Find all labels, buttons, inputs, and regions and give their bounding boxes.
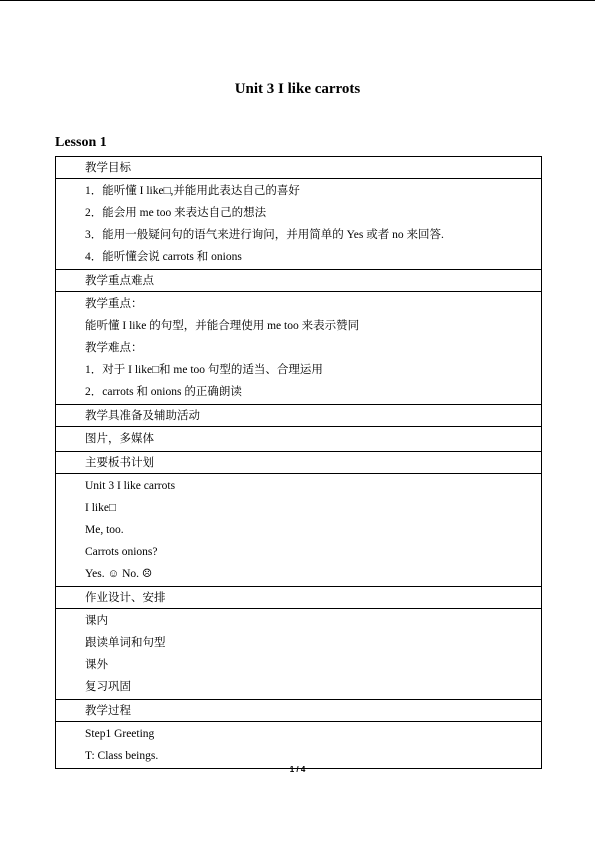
- section-body: [56, 427, 541, 451]
- lesson-heading: Lesson 1: [55, 135, 107, 150]
- document-title: Unit 3 I like carrots: [234, 81, 361, 97]
- section-teaching-process: [56, 699, 541, 768]
- section-body: [56, 474, 541, 586]
- section-teaching-aids: [56, 404, 541, 451]
- table-line: 教学难点：: [85, 342, 143, 354]
- lesson-plan-table: [55, 156, 542, 769]
- page-number: 1 / 4: [289, 765, 306, 774]
- table-line: 跟读单词和句型: [85, 637, 166, 649]
- table-line: I like□: [85, 502, 116, 514]
- table-line: 3．能用一般疑问句的语气来进行询问，并用简单的 Yes 或者 no 来回答.: [85, 229, 444, 241]
- table-line: 2．能会用 me too 来表达自己的想法: [85, 207, 267, 219]
- section-header: 教学目标: [56, 157, 541, 179]
- table-line: 复习巩固: [85, 681, 131, 693]
- table-line: Carrots onions?: [85, 546, 158, 558]
- table-line: 能听懂 I like 的句型，并能合理使用 me too 来表示赞同: [85, 320, 360, 332]
- page-top-rule: [0, 0, 595, 1]
- section-body: [56, 609, 541, 699]
- section-homework: [56, 586, 541, 699]
- section-body: [56, 179, 541, 269]
- table-line: 课内: [85, 615, 108, 627]
- table-line: Me, too.: [85, 524, 124, 536]
- table-line: 教学重点：: [85, 298, 143, 310]
- section-body: [56, 292, 541, 404]
- table-line: T: Class beings.: [85, 750, 159, 762]
- section-header: 教学具准备及辅助活动: [56, 405, 541, 427]
- section-header: 教学重点难点: [56, 270, 541, 292]
- section-header: 主要板书计划: [56, 452, 541, 474]
- section-key-points: [56, 269, 541, 404]
- section-header: 教学过程: [56, 700, 541, 722]
- table-line: 2．carrots 和 onions 的正确朗读: [85, 386, 242, 398]
- section-blackboard-plan: [56, 451, 541, 586]
- table-line: Yes. ☺ No. ☹: [85, 568, 153, 580]
- table-line: 课外: [85, 659, 108, 671]
- section-header: 作业设计、安排: [56, 587, 541, 609]
- table-line: Unit 3 I like carrots: [85, 480, 176, 492]
- table-line: Step1 Greeting: [85, 728, 155, 740]
- table-line: 1．对于 I like□和 me too 句型的适当、合理运用: [85, 364, 323, 376]
- table-line: 4．能听懂会说 carrots 和 onions: [85, 251, 242, 263]
- section-body: [56, 722, 541, 768]
- table-line: 1．能听懂 I like□,并能用此表达自己的喜好: [85, 185, 300, 197]
- section-teaching-objectives: [56, 157, 541, 269]
- table-line: 图片，多媒体: [85, 433, 154, 445]
